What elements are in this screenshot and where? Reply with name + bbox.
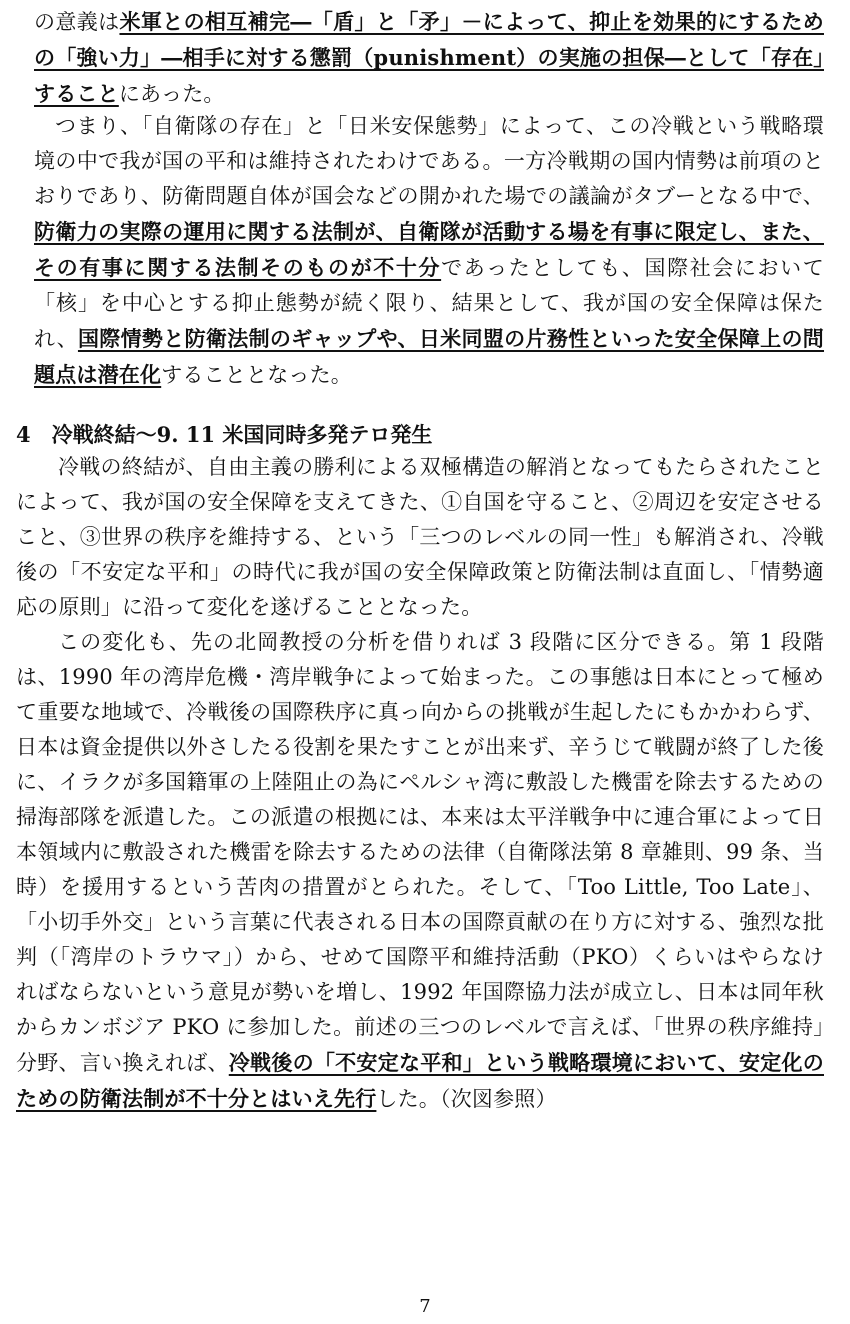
- text-span: の意義は: [34, 10, 120, 34]
- paragraph-3: [16, 450, 824, 625]
- emphasis-text: 冷戦後の「不安定な平和」という戦略環境において、安定化のための防衛法制が不十分とはいえ先行: [16, 1050, 824, 1111]
- text-span: であったとしても、国際社会において「核」を中心とする抑止態勢が続く限り、結果として、我が国の安全保障は保たれ、: [34, 256, 824, 351]
- section-heading: 4 冷戦終結～9. 11 米国同時多発テロ発生: [16, 422, 433, 447]
- emphasis-text: 防衛力の実際の運用に関する法制が、自衛隊が活動する場を有事に限定し、また、その有事に関する法制そのものが不十分: [34, 219, 824, 280]
- text-span: 冷戦の終結が、自由主義の勝利による双極構造の解消となってもたらされたことによって、我が国の安全保障を支えてきた、①自国を守ること、②周辺を安定させること、③世界の秩序を維持する、という「三つのレベルの同一性」も解消され、冷戦後の「不安定な平和」の時代に我が国の安全保障政策と防衛法制は直面し、「情勢適応の原則」に沿って変化を遂げることとなった。: [16, 455, 824, 619]
- text-span: した。（次図参照）: [376, 1087, 557, 1111]
- text-span: つまり、「自衛隊の存在」と「日米安保態勢」によって、この冷戦という戦略環境の中で我が国の平和は維持されたわけである。一方冷戦期の国内情勢は前項のとおりであり、防衛問題自体が国会などの開かれた場での議論がタブーとなる中で、: [34, 114, 824, 208]
- emphasis-text: 米軍との相互補完―「盾」と「矛」－によって、抑止を効果的にするための「強い力」―相手に対する懲罰（punishment）の実施の担保―として「存在」すること: [34, 9, 824, 106]
- text-span: この変化も、先の北岡教授の分析を借りれば 3 段階に区分できる。第 1 段階は、1990 年の湾岸危機・湾岸戦争によって始まった。この事態は日本にとって極めて重要な地域で、冷戦後の国際秩序に真っ向からの挑戦が生起したにもかかわらず、日本は資金提供以外さしたる役割を果たすことが出来ず、辛うじて戦闘が終了した後に、イラクが多国籍軍の上陸阻止の為にペルシャ湾に敷設した機雷を除去するための掃海部隊を派遣した。この派遣の根拠には、本来は太平洋戦争中に連合軍によって日本領域内に敷設された機雷を除去するための法律（自衛隊法第 8 章雑則、99 条、当時）を援用するという苦肉の措置がとられた。そして、「Too Little, Too Late」、「小切手外交」という言葉に代表される日本の国際貢献の在り方に対する、強烈な批判（「湾岸のトラウマ」）から、せめて国際平和維持活動（PKO）くらいはやらなければならないという意見が勢いを増し、1992 年国際協力法が成立し、日本は同年秋からカンボジア PKO に参加した。前述の三つのレベルで言えば、「世界の秩序維持」分野、言い換えれば、: [16, 630, 824, 1075]
- paragraph-2: [34, 109, 824, 393]
- emphasis-text: 国際情勢と防衛法制のギャップや、日米同盟の片務性といった安全保障上の問題点は潜在化: [34, 326, 825, 387]
- paragraph-1: [34, 4, 824, 112]
- text-span: することとなった。: [161, 363, 353, 387]
- paragraph-4: [16, 625, 824, 1117]
- page-number: 7: [419, 1296, 431, 1317]
- text-span: にあった。: [118, 82, 225, 106]
